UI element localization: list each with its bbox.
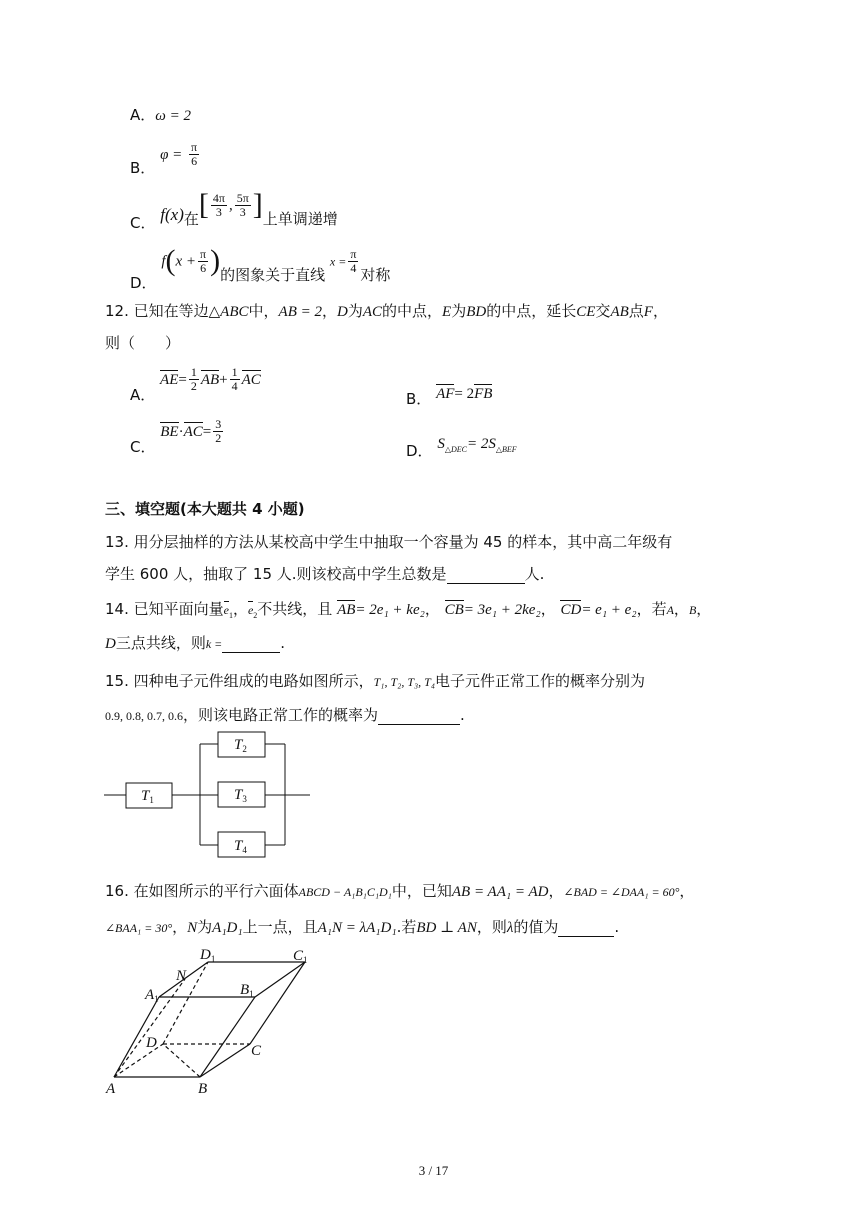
- q12-stem-line1: 12. 已知在等边△ABC中，AB = 2，D为AC的中点，E为BD的中点，延长CE交AB点F，: [105, 302, 668, 320]
- q11-option-a: A．ω = 2: [130, 106, 191, 124]
- label-b: B: [198, 1081, 208, 1097]
- q12-option-b: B． AF= 2FB: [406, 386, 493, 408]
- label-b1: B: [240, 982, 250, 998]
- circuit-diagram: [100, 728, 315, 863]
- q11-option-c: C． f(x)在[ $\frac{4\pi}{3}$ , $\frac{5\pi}{3}$ ]上单调递增: [130, 188, 338, 232]
- q13-line1: 13. 用分层抽样的方法从某校高中学生中抽取一个容量为 45 的样本，其中高二年级有: [105, 533, 673, 551]
- q16-answer-blank: [558, 922, 614, 937]
- label-a1: A: [145, 987, 155, 1003]
- svg-text:A1: $A_1$: [145, 987, 159, 1004]
- q16-line1: 16. 在如图所示的平行六面体ABCD − A₁B₁C₁D₁中，已知AB = AA₁ = AD，∠BAD = ∠DAA₁ = 60°，: [105, 882, 695, 900]
- q15-answer-blank: [378, 710, 460, 725]
- parallelepiped-figure: [100, 943, 330, 1098]
- q12-option-d: D． $S_{\triangle DEC}= 2S_{\triangle BEF}$: [406, 436, 517, 460]
- q15-line2: 0.9, 0.8, 0.7, 0.6，则该电路正常工作的概率为 .: [105, 706, 465, 724]
- label-c: C: [251, 1043, 262, 1059]
- svg-text:T4: $T_4$: [234, 838, 247, 855]
- svg-text:D1: $D_1$: [200, 947, 216, 964]
- t2-label: T: [234, 737, 243, 753]
- label-a: A: [106, 1081, 116, 1097]
- svg-text:B1: $B_1$: [240, 982, 254, 999]
- q14-line2: D三点共线，则k = .: [105, 634, 286, 652]
- q14-line1: 14. 已知平面向量$e_1$，$e_2$不共线，且 AB= 2e₁ + ke₂， CB= 3e₁ + 2ke₂， CD= e₁ + e₂，若A，B，: [105, 600, 712, 620]
- q16-line2: ∠BAA₁ = 30°，N为A₁D₁上一点，且A₁N = λA₁D₁.若BD ⊥ AN，则λ的值为 .: [105, 918, 620, 936]
- t4-label: T: [234, 838, 243, 854]
- q15-line1: 15. 四种电子元件组成的电路如图所示，T₁, T₂, T₃, T₄电子元件正常工作的概率分别为: [105, 672, 646, 690]
- q13-line2: 学生 600 人，抽取了 15 人.则该校高中学生总数是 人.: [105, 565, 545, 583]
- svg-text:T3: $T_3$: [234, 787, 247, 804]
- q13-answer-blank: [447, 569, 525, 584]
- svg-text:T1: $T_1$: [141, 788, 154, 805]
- svg-text:T2: $T_2$: [234, 737, 247, 754]
- q14-answer-blank: [222, 638, 280, 653]
- label-n: N: [176, 968, 187, 984]
- q11-option-d: D． f(x + $\frac{\pi}{6}$ )的图象关于直线 x = $\frac{\pi}{4}$ 对称: [130, 244, 391, 292]
- label-d: D: [146, 1035, 157, 1051]
- svg-text:C1: $C_1$: [293, 948, 308, 965]
- q11-option-b: B． φ = $\frac{\pi}{6}$: [130, 140, 198, 177]
- q12-stem-line2: 则（ ）: [105, 334, 181, 352]
- label-c1: C: [293, 948, 304, 964]
- q12-option-c: C． BE·AC= $\frac{3}{2}$: [130, 417, 222, 456]
- q12-option-a: A． AE= $\frac{1}{2}$ AB+ $\frac{1}{4}$ AC: [130, 365, 261, 404]
- t1-label: T: [141, 788, 150, 804]
- label-d1: D: [200, 947, 211, 963]
- page-number: 3 / 17: [418, 1163, 449, 1178]
- t3-label: T: [234, 787, 243, 803]
- section-heading: 三、填空题(本大题共 4 小题): [105, 500, 305, 518]
